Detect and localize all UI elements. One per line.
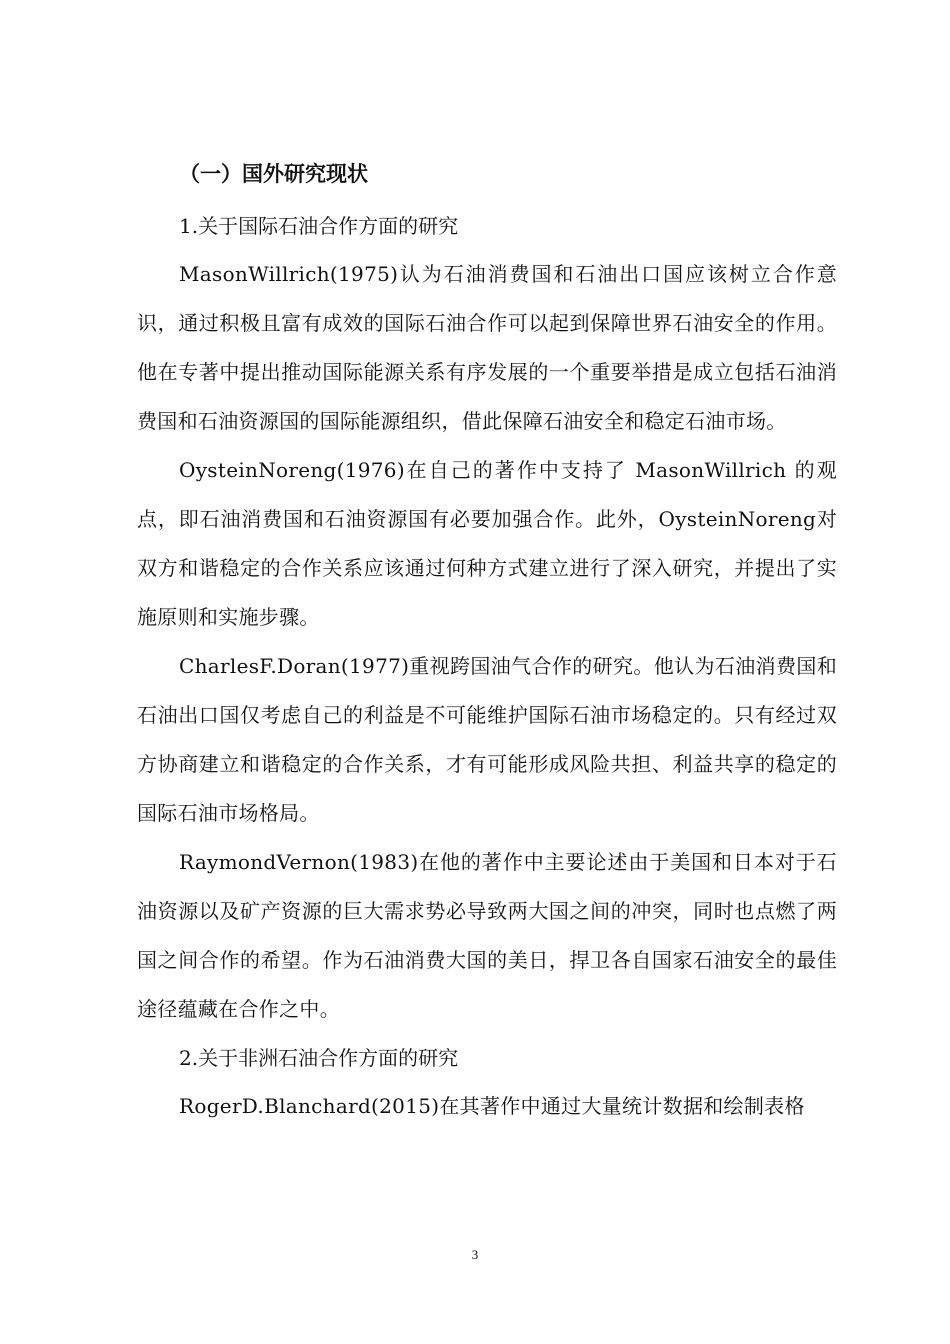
paragraph-roger-blanchard: RogerD.Blanchard(2015)在其著作中通过大量统计数据和绘制表格 [179,1094,805,1118]
subsection-heading-international-oil-cooperation: 1.关于国际石油合作方面的研究 [179,214,459,238]
section-heading: （一）国外研究现状 [179,162,368,186]
paragraph-charles-doran: CharlesF.Doran(1977)重视跨国油气合作的研究。他认为石油消费国和石油出口国仅考虑自己的利益是不可能维护国际石油市场稳定的。只有经过双方协商建立和谐稳定的合作关系，才有可能形成风险共担、利益共享的稳定的国际石油市场格局。 [137,654,837,825]
page-body [137,154,837,1131]
subsection-heading-africa-oil-cooperation: 2.关于非洲石油合作方面的研究 [179,1046,459,1070]
paragraph-mason-willrich: MasonWillrich(1975)认为石油消费国和石油出口国应该树立合作意识，通过积极且富有成效的国际石油合作可以起到保障世界石油安全的作用。他在专著中提出推动国际能源关系有序发展的一个重要举措是成立包括石油消费国和石油资源国的国际能源组织，借此保障石油安全和稳定石油市场。 [137,262,837,433]
paragraph-oystein-noreng: OysteinNoreng(1976)在自己的著作中支持了 MasonWillrich 的观点，即石油消费国和石油资源国有必要加强合作。此外，OysteinNoreng对双方和谐稳定的合作关系应该通过何种方式建立进行了深入研究，并提出了实施原则和实施步骤。 [137,458,837,629]
page-number: 3 [471,1247,479,1262]
paragraph-raymond-vernon: RaymondVernon(1983)在他的著作中主要论述由于美国和日本对于石油资源以及矿产资源的巨大需求势必导致两大国之间的冲突，同时也点燃了两国之间合作的希望。作为石油消费大国的美日，捍卫各自国家石油安全的最佳途径蕴藏在合作之中。 [137,850,837,1021]
